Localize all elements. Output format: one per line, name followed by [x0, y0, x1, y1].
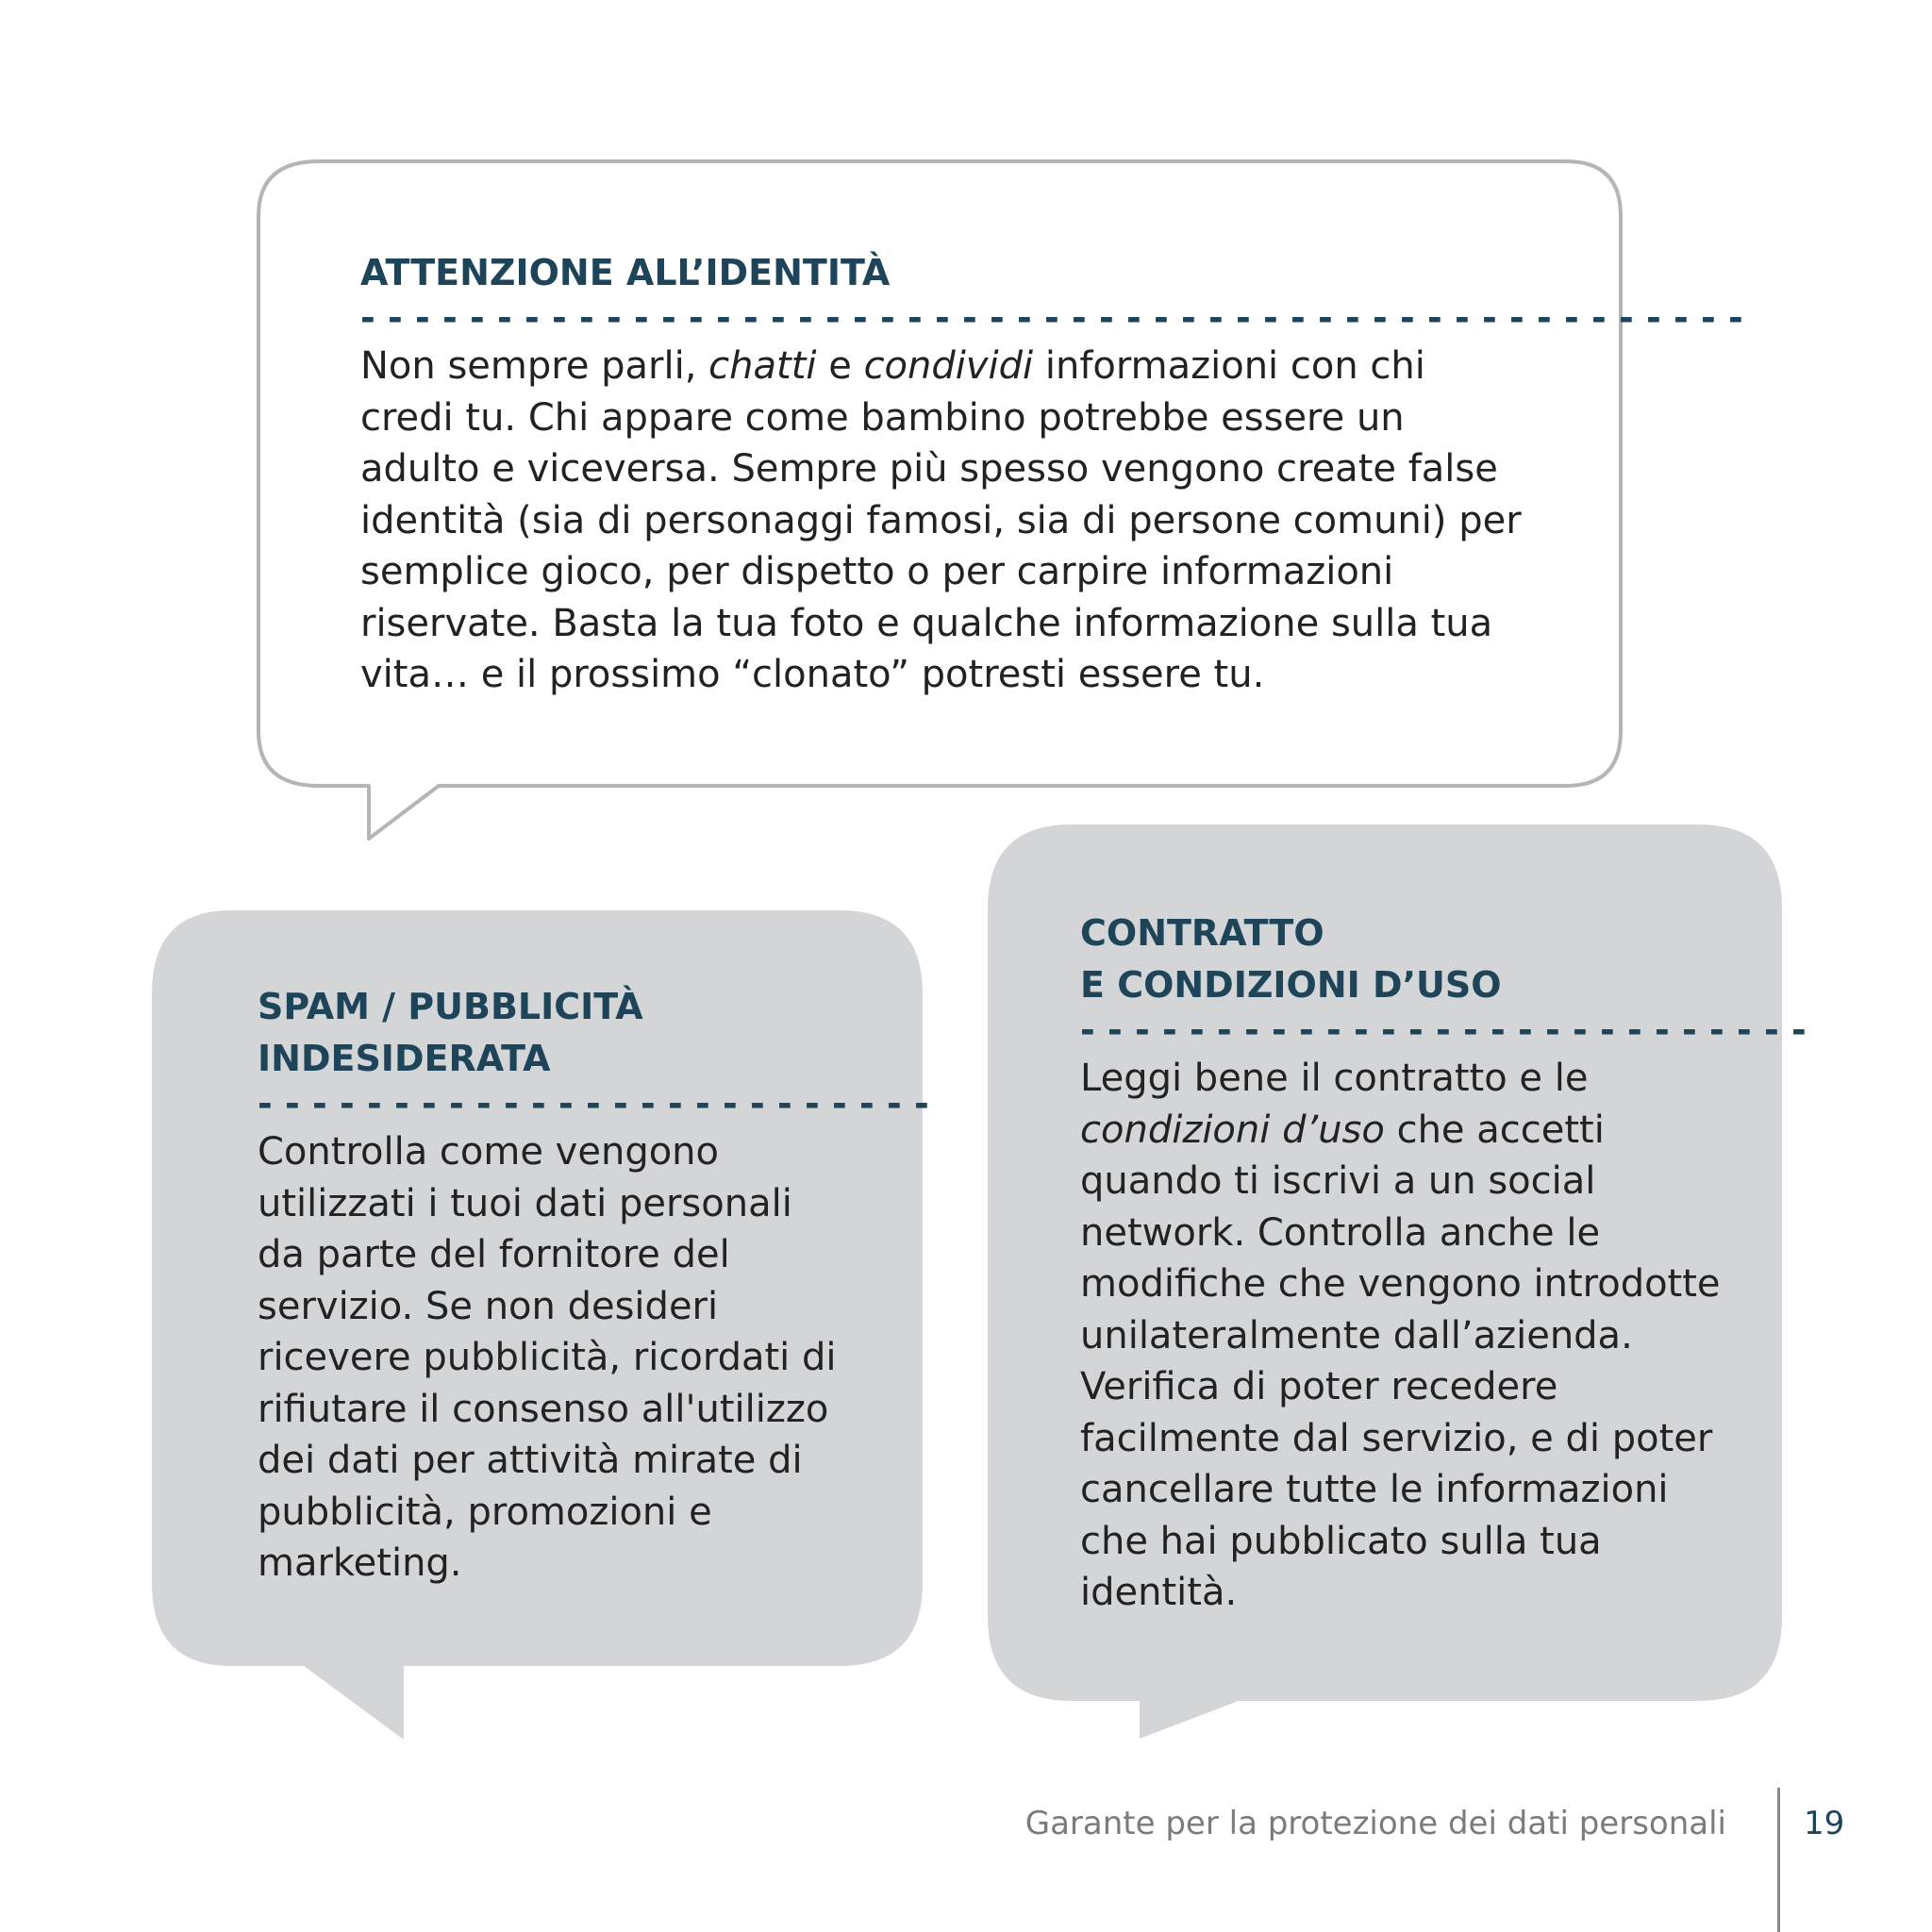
page-number: 19 — [1804, 1805, 1845, 1842]
identity-box — [360, 247, 1743, 701]
contract-body — [1080, 1053, 1722, 1619]
spam-body: Controlla come vengono utilizzati i tuoi dati personali da parte del fornitore del servizio. Se non desideri ricevere pubblicità, ricordati di rifiutare il consenso all'utilizzo dei dati per attività mirate di pubblicità, promozioni e marketing. — [258, 1130, 837, 1585]
contract-divider: - - - - - - - - - - - - - - - - - - - - - - - - - - - — [1080, 1009, 1807, 1051]
identity-body-part: e — [816, 344, 864, 388]
contract-body-part: che accetti quando ti iscrivi a un social network. Controlla anche le modifiche che vengono introdotte unilateralmente dall’azienda. Verifica di poter recedere facilmente dal servizio, e di poter cancellare tutte le informazioni che hai pubblicato sulla tua identità. — [1080, 1108, 1721, 1614]
contract-box — [1080, 908, 1807, 1619]
identity-body-part: Non sempre parli, — [360, 344, 709, 388]
identity-body-italic: chatti — [708, 344, 817, 388]
contract-body-italic: condizioni d’uso — [1080, 1108, 1385, 1152]
spam-title-line1: SPAM / PUBBLICITÀ — [258, 986, 643, 1027]
identity-divider: - - - - - - - - - - - - - - - - - - - - - - - - - - - - - - - - - - - - - - - - - - - - - - - - - - - — [360, 297, 1743, 339]
spam-box — [258, 981, 929, 1590]
footer-divider — [1777, 1788, 1780, 1932]
identity-body-part: informazioni con chi credi tu. Chi appare come bambino potrebbe essere un adulto e viceversa. Sempre più spesso vengono create false identità (sia di personaggi famosi, sia di persone comuni) per semplice gioco, per dispetto o per carpire informazioni riservate. Basta la tua foto e qualche informazione sulla tua vita… e il prossimo “clonato” potresti essere tu. — [360, 344, 1522, 696]
identity-body-italic: condividi — [863, 344, 1034, 388]
contract-title-line2: E CONDIZIONI D’USO — [1080, 964, 1502, 1006]
contract-title-line1: CONTRATTO — [1080, 912, 1324, 954]
spam-divider: - - - - - - - - - - - - - - - - - - - - - - - - - — [258, 1083, 929, 1124]
identity-title: ATTENZIONE ALL’IDENTITÀ — [360, 252, 891, 293]
identity-body — [360, 341, 1530, 701]
spam-title-line2: INDESIDERATA — [258, 1038, 551, 1079]
contract-body-part: Leggi bene il contratto e le — [1080, 1057, 1589, 1100]
footer-publisher: Garante per la protezione dei dati personali — [1024, 1805, 1726, 1842]
